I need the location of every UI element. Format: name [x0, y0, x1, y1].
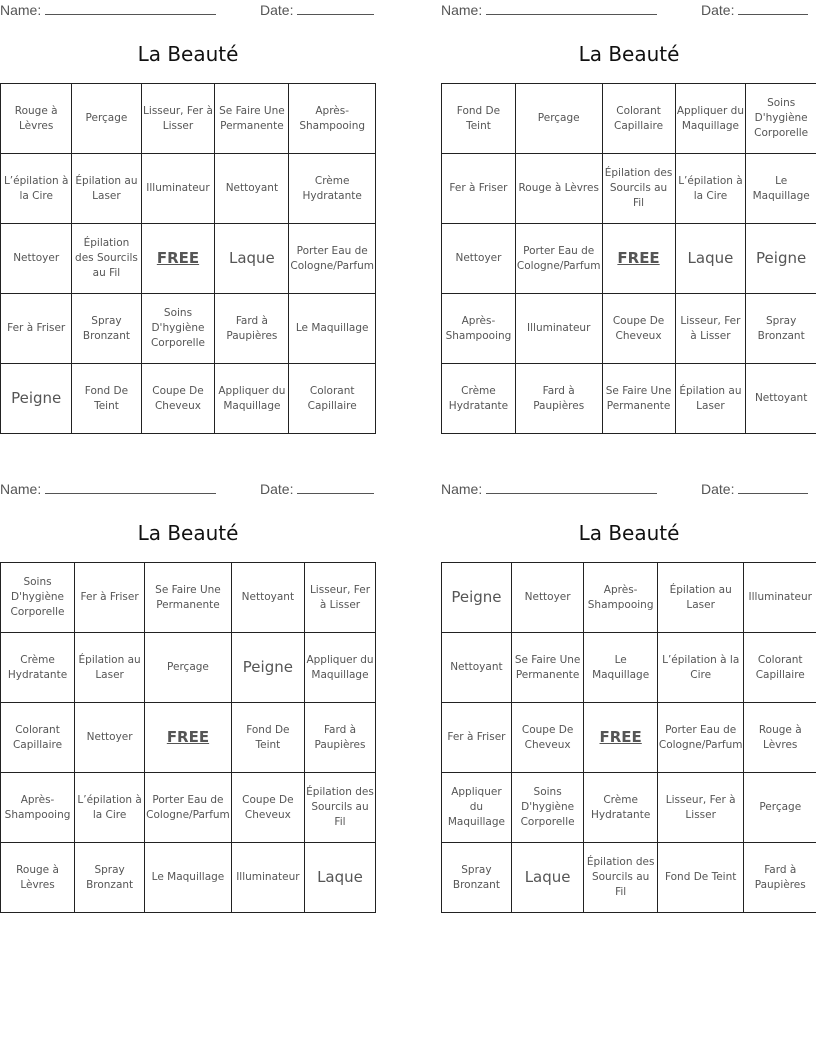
- grid-row: [442, 294, 816, 364]
- bingo-cell: Coupe De Cheveux: [511, 703, 584, 773]
- bingo-grid: [441, 562, 816, 913]
- grid-row: [1, 563, 376, 633]
- bingo-cell: Fer à Friser: [1, 294, 72, 364]
- bingo-grid: [0, 562, 376, 913]
- bingo-cell: Fer à Friser: [442, 154, 516, 224]
- bingo-cell: Lisseur, Fer à Lisser: [141, 84, 215, 154]
- bingo-cell: L’épilation à la Cire: [675, 154, 746, 224]
- grid-row: [442, 633, 816, 703]
- bingo-cell: Coupe De Cheveux: [602, 294, 675, 364]
- bingo-cell: Lisseur, Fer à Lisser: [304, 563, 375, 633]
- date-blank-line[interactable]: [738, 482, 808, 494]
- bingo-cell: Colorant Capillaire: [744, 633, 816, 703]
- bingo-cell: Crème Hydratante: [442, 364, 516, 434]
- grid-row: [442, 364, 816, 434]
- card-title: La Beauté: [137, 521, 239, 545]
- bingo-cell: Appliquer du Maquillage: [304, 633, 375, 703]
- bingo-cell: Épilation des Sourcils au Fil: [584, 843, 657, 913]
- bingo-cell: Porter Eau de Cologne/Parfum: [515, 224, 602, 294]
- bingo-cell: Épilation des Sourcils au Fil: [304, 773, 375, 843]
- bingo-cell: Colorant Capillaire: [289, 364, 376, 434]
- bingo-cell: Après-Shampooing: [1, 773, 75, 843]
- bingo-cell: Fard à Paupières: [515, 364, 602, 434]
- name-blank-line[interactable]: [45, 482, 216, 494]
- bingo-cell: Porter Eau de Cologne/Parfum: [657, 703, 744, 773]
- bingo-cell: Fer à Friser: [75, 563, 145, 633]
- bingo-cell: Spray Bronzant: [72, 294, 141, 364]
- bingo-cell: Nettoyer: [75, 703, 145, 773]
- grid-row: [442, 84, 816, 154]
- bingo-cell: Fond De Teint: [657, 843, 744, 913]
- bingo-cell: Perçage: [145, 633, 232, 703]
- grid-row: [1, 843, 376, 913]
- bingo-cell: Peigne: [1, 364, 72, 434]
- name-label: Name:: [441, 2, 483, 18]
- bingo-cell: Colorant Capillaire: [1, 703, 75, 773]
- bingo-cell: Rouge à Lèvres: [1, 84, 72, 154]
- bingo-cell: Colorant Capillaire: [602, 84, 675, 154]
- bingo-cell: Après-Shampooing: [584, 563, 657, 633]
- bingo-cell: Crème Hydratante: [289, 154, 376, 224]
- bingo-cell: Laque: [304, 843, 375, 913]
- bingo-cell: Fard à Paupières: [304, 703, 375, 773]
- bingo-cell: Crème Hydratante: [584, 773, 657, 843]
- bingo-cell: Spray Bronzant: [442, 843, 512, 913]
- grid-row: [442, 773, 816, 843]
- bingo-cell: Appliquer du Maquillage: [675, 84, 746, 154]
- date-label: Date:: [701, 481, 735, 497]
- bingo-cell: Épilation au Laser: [75, 633, 145, 703]
- bingo-cell: Porter Eau de Cologne/Parfum: [289, 224, 376, 294]
- date-blank-line[interactable]: [738, 3, 808, 15]
- bingo-cell: Après-Shampooing: [442, 294, 516, 364]
- bingo-cell: Laque: [215, 224, 289, 294]
- name-label: Name:: [0, 481, 42, 497]
- bingo-cell: Coupe De Cheveux: [231, 773, 304, 843]
- name-date-header: [441, 479, 816, 499]
- grid-row: [1, 84, 376, 154]
- free-space-cell: FREE: [602, 224, 675, 294]
- free-space-cell: FREE: [584, 703, 657, 773]
- bingo-cell: Illuminateur: [231, 843, 304, 913]
- bingo-cell: Nettoyer: [442, 224, 516, 294]
- bingo-cell: Rouge à Lèvres: [515, 154, 602, 224]
- bingo-cell: Nettoyant: [231, 563, 304, 633]
- grid-row: [442, 563, 816, 633]
- free-space-cell: FREE: [145, 703, 232, 773]
- name-label: Name:: [0, 2, 42, 18]
- bingo-cell: Épilation au Laser: [657, 563, 744, 633]
- bingo-cell: Soins D'hygiène Corporelle: [1, 563, 75, 633]
- bingo-cell: Le Maquillage: [746, 154, 816, 224]
- bingo-cell: Fond De Teint: [442, 84, 516, 154]
- bingo-cell: Nettoyer: [511, 563, 584, 633]
- bingo-cell: Perçage: [72, 84, 141, 154]
- bingo-cell: Spray Bronzant: [75, 843, 145, 913]
- bingo-cell: L’épilation à la Cire: [1, 154, 72, 224]
- grid-row: [1, 224, 376, 294]
- grid-row: [1, 703, 376, 773]
- bingo-cell: Laque: [511, 843, 584, 913]
- bingo-cell: Rouge à Lèvres: [744, 703, 816, 773]
- date-blank-line[interactable]: [297, 482, 374, 494]
- bingo-grid: [441, 83, 816, 434]
- bingo-cell: Appliquer du Maquillage: [442, 773, 512, 843]
- bingo-cell: Après-Shampooing: [289, 84, 376, 154]
- bingo-cell: Laque: [675, 224, 746, 294]
- date-label: Date:: [260, 2, 294, 18]
- bingo-cell: Soins D'hygiène Corporelle: [141, 294, 215, 364]
- bingo-cell: Crème Hydratante: [1, 633, 75, 703]
- grid-row: [442, 843, 816, 913]
- bingo-cell: Peigne: [746, 224, 816, 294]
- bingo-cell: Perçage: [744, 773, 816, 843]
- bingo-cell: Épilation au Laser: [675, 364, 746, 434]
- bingo-cell: Le Maquillage: [584, 633, 657, 703]
- grid-row: [1, 633, 376, 703]
- bingo-cell: Nettoyant: [215, 154, 289, 224]
- grid-row: [1, 773, 376, 843]
- name-date-header: [0, 0, 376, 20]
- grid-row: [1, 364, 376, 434]
- bingo-cell: Illuminateur: [515, 294, 602, 364]
- date-label: Date:: [260, 481, 294, 497]
- bingo-cell: Lisseur, Fer à Lisser: [675, 294, 746, 364]
- bingo-grid: [0, 83, 376, 434]
- grid-row: [1, 154, 376, 224]
- bingo-cell: Le Maquillage: [145, 843, 232, 913]
- bingo-cell: Nettoyant: [442, 633, 512, 703]
- bingo-cell: Peigne: [231, 633, 304, 703]
- bingo-cell: Épilation des Sourcils au Fil: [602, 154, 675, 224]
- bingo-cell: L’épilation à la Cire: [75, 773, 145, 843]
- bingo-cell: Soins D'hygiène Corporelle: [746, 84, 816, 154]
- bingo-cell: Fer à Friser: [442, 703, 512, 773]
- card-title: La Beauté: [578, 42, 680, 66]
- bingo-cell: Appliquer du Maquillage: [215, 364, 289, 434]
- bingo-cell: Fond De Teint: [231, 703, 304, 773]
- name-date-header: [0, 479, 376, 499]
- bingo-cell: Le Maquillage: [289, 294, 376, 364]
- bingo-cell: Épilation des Sourcils au Fil: [72, 224, 141, 294]
- bingo-cell: Fond De Teint: [72, 364, 141, 434]
- name-date-header: [441, 0, 816, 20]
- bingo-cell: Spray Bronzant: [746, 294, 816, 364]
- bingo-cell: Nettoyer: [1, 224, 72, 294]
- card-title: La Beauté: [137, 42, 239, 66]
- card-title: La Beauté: [578, 521, 680, 545]
- bingo-cell: Se Faire Une Permanente: [215, 84, 289, 154]
- bingo-cell: L’épilation à la Cire: [657, 633, 744, 703]
- bingo-cell: Porter Eau de Cologne/Parfum: [145, 773, 232, 843]
- bingo-cell: Nettoyant: [746, 364, 816, 434]
- bingo-cell: Épilation au Laser: [72, 154, 141, 224]
- grid-row: [442, 224, 816, 294]
- name-blank-line[interactable]: [486, 3, 657, 15]
- bingo-cell: Fard à Paupières: [744, 843, 816, 913]
- bingo-cell: Perçage: [515, 84, 602, 154]
- grid-row: [442, 154, 816, 224]
- bingo-cell: Illuminateur: [141, 154, 215, 224]
- bingo-cell: Se Faire Une Permanente: [145, 563, 232, 633]
- bingo-cell: Coupe De Cheveux: [141, 364, 215, 434]
- bingo-cell: Lisseur, Fer à Lisser: [657, 773, 744, 843]
- name-blank-line[interactable]: [45, 3, 216, 15]
- date-blank-line[interactable]: [297, 3, 374, 15]
- date-label: Date:: [701, 2, 735, 18]
- name-label: Name:: [441, 481, 483, 497]
- bingo-cell: Se Faire Une Permanente: [511, 633, 584, 703]
- bingo-cell: Peigne: [442, 563, 512, 633]
- grid-row: [1, 294, 376, 364]
- bingo-cell: Fard à Paupières: [215, 294, 289, 364]
- name-blank-line[interactable]: [486, 482, 657, 494]
- free-space-cell: FREE: [141, 224, 215, 294]
- bingo-cell: Soins D'hygiène Corporelle: [511, 773, 584, 843]
- bingo-cell: Rouge à Lèvres: [1, 843, 75, 913]
- bingo-cell: Illuminateur: [744, 563, 816, 633]
- grid-row: [442, 703, 816, 773]
- bingo-cell: Se Faire Une Permanente: [602, 364, 675, 434]
